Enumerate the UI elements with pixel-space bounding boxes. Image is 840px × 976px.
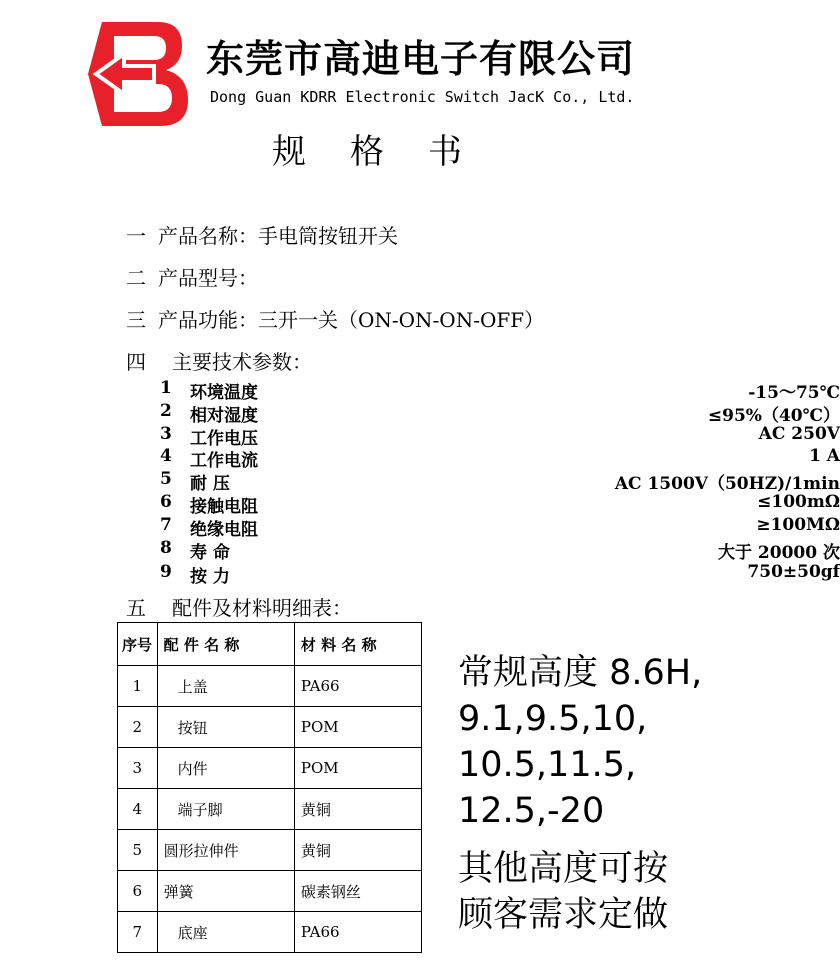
company-logo-icon [84, 14, 192, 134]
part-name: 内件 [157, 748, 294, 789]
section-number: 五 [126, 596, 146, 620]
section-text: 产品型号： [158, 266, 258, 290]
table-row [118, 871, 422, 912]
table-row [118, 748, 422, 789]
note-line: 9.1,9.5,10, [458, 699, 648, 739]
param-value: 1 A [809, 446, 840, 466]
material-name: POM [294, 707, 421, 748]
param-value: 大于 20000 次 [718, 543, 840, 563]
row-number: 7 [118, 912, 158, 953]
param-value: ≥100MΩ [756, 515, 840, 535]
parts-materials-table [117, 622, 422, 953]
row-number: 4 [118, 789, 158, 830]
material-name: PA66 [294, 912, 421, 953]
param-value: AC 1500V（50HZ)/1min [614, 474, 840, 494]
custom-height-note [458, 846, 668, 938]
param-number: 9 [160, 562, 172, 582]
row-number: 6 [118, 871, 158, 912]
row-number: 1 [118, 666, 158, 707]
header-serial: 序号 [118, 623, 158, 666]
part-name: 弹簧 [157, 871, 294, 912]
table-row [118, 830, 422, 871]
row-number: 2 [118, 707, 158, 748]
note-line: 12.5,-20 [458, 791, 605, 831]
param-name: 接触电阻 [190, 497, 258, 517]
part-name: 底座 [157, 912, 294, 953]
part-name: 端子脚 [157, 789, 294, 830]
section-text: 产品名称：手电筒按钮开关 [158, 224, 398, 248]
param-name: 按 力 [190, 567, 230, 587]
company-name-cn: 东莞市高迪电子有限公司 [206, 37, 636, 81]
section-tech-params [126, 346, 312, 375]
section-product-name [126, 220, 398, 249]
param-name: 寿 命 [190, 543, 230, 563]
header-material-name: 材 料 名 称 [294, 623, 421, 666]
table-row [118, 666, 422, 707]
param-value: -15～75℃ [748, 383, 840, 403]
param-number: 4 [160, 446, 172, 466]
section-text: 配件及材料明细表： [172, 596, 352, 620]
table-row [118, 912, 422, 953]
param-number: 7 [160, 515, 172, 535]
section-number: 三 [126, 308, 146, 332]
param-name: 工作电压 [190, 429, 258, 449]
param-value: ≤100mΩ [757, 492, 840, 512]
part-name: 圆形拉伸件 [157, 830, 294, 871]
section-parts-materials [126, 592, 352, 621]
param-name: 耐 压 [190, 474, 230, 494]
section-number: 一 [126, 224, 146, 248]
param-name: 工作电流 [190, 451, 258, 471]
header-part-name: 配 件 名 称 [157, 623, 294, 666]
param-number: 3 [160, 424, 172, 444]
material-name: PA66 [294, 666, 421, 707]
section-number: 四 [126, 350, 146, 374]
material-name: 碳素钢丝 [294, 871, 421, 912]
param-number: 5 [160, 469, 172, 489]
row-number: 5 [118, 830, 158, 871]
table-row [118, 707, 422, 748]
table-header-row [118, 623, 422, 666]
note-line: 顾客需求定做 [458, 895, 669, 935]
param-value: AC 250V [758, 424, 840, 444]
param-value: ≤95%（40℃） [707, 406, 840, 426]
material-name: POM [294, 748, 421, 789]
section-product-function [126, 304, 544, 333]
section-text: 主要技术参数： [172, 350, 312, 374]
param-number: 6 [160, 492, 172, 512]
param-name: 环境温度 [190, 383, 258, 403]
part-name: 按钮 [157, 707, 294, 748]
row-number: 3 [118, 748, 158, 789]
section-text: 产品功能：三开一关（ON-ON-ON-OFF） [158, 308, 545, 332]
note-line: 10.5,11.5, [458, 745, 637, 785]
param-name: 绝缘电阻 [190, 520, 258, 540]
param-number: 8 [160, 538, 172, 558]
section-number: 二 [126, 266, 146, 290]
material-name: 黄铜 [294, 789, 421, 830]
part-name: 上盖 [157, 666, 294, 707]
note-line: 常规高度 8.6H, [458, 653, 703, 693]
note-line: 其他高度可按 [458, 849, 669, 889]
height-options-note [458, 650, 702, 834]
section-product-model [126, 262, 258, 291]
document-title: 规格书 [272, 132, 506, 172]
table-row [118, 789, 422, 830]
company-name-en: Dong Guan KDRR Electronic Switch JacK Co., Ltd. [210, 88, 635, 106]
param-value: 750±50gf [747, 562, 840, 582]
param-number: 1 [160, 378, 172, 398]
material-name: 黄铜 [294, 830, 421, 871]
param-name: 相对湿度 [190, 406, 258, 426]
param-number: 2 [160, 401, 172, 421]
